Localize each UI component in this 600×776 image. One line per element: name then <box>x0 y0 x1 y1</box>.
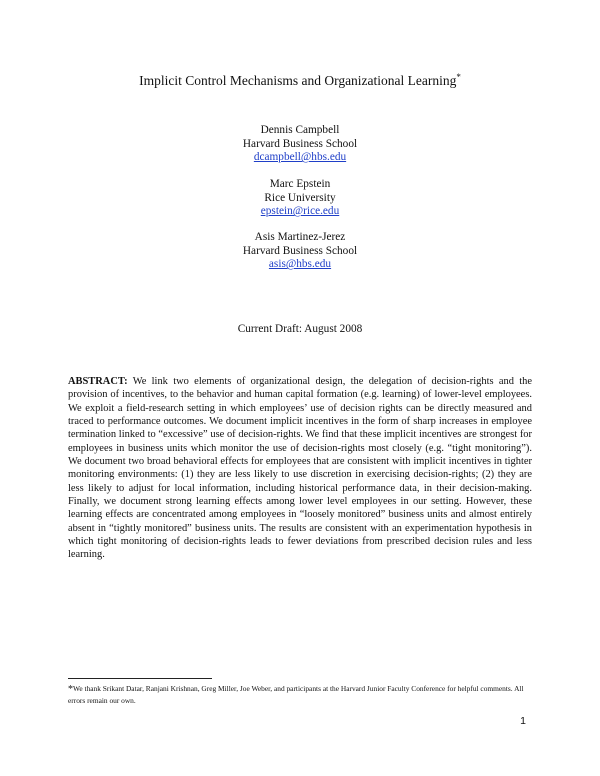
title-footnote-marker: * <box>456 72 461 82</box>
author-affiliation: Rice University <box>264 191 336 204</box>
footnote-marker: * <box>68 684 73 695</box>
author-affiliation: Harvard Business School <box>242 244 358 257</box>
abstract-text: We link two elements of organizational design, the delegation of decision-rights and the provision of incentives, to the behavior and human capital formation (e.g. learning) of lower-level employees. We exploit a field-research setting in which employees’ use of decision rights can be directly measured and traced to performance outcomes. We document implicit incentives in the form of sharp increases in employee termination linked to “excessive” use of decision-rights. We find that these implicit incentives are strongest for employees in business units which monitor the use of decision-rights most closely (e.g. “tight monitoring”). We document two broad behavioral effects for employees that are consistent with implicit incentives in tighter monitoring environments: (1) they are less likely to use discretion in exercising decision-rights; (2) they are less likely to adjust for local information, including historical performance data, in their decision-making. Finally, we document strong learning effects among lower level employees in our setting. However, these learning effects are concentrated among employees in “loosely monitored” business units and almost entirely absent in “tightly monitored” business units. The results are consistent with an experimentation hypothesis in which tight monitoring of decision-rights leads to fewer deviations from prescribed decision rules and less learning. <box>68 376 533 561</box>
author-affiliation: Harvard Business School <box>242 137 358 150</box>
abstract <box>68 375 532 562</box>
author-block-2 <box>0 178 600 219</box>
draft-date: Current Draft: August 2008 <box>237 323 363 335</box>
author-block-1 <box>0 124 600 165</box>
footnote <box>68 683 532 706</box>
author-name: Asis Martinez-Jerez <box>254 231 346 243</box>
paper-title <box>0 68 600 90</box>
footnote-text: We thank Srikant Datar, Ranjani Krishnan, Greg Miller, Joe Weber, and participants at the Harvard Junior Faculty Conference for helpful comments. All errors remain our own. <box>68 684 524 705</box>
paper-title-text: Implicit Control Mechanisms and Organizational Learning <box>139 73 457 88</box>
footnote-divider <box>68 678 212 679</box>
author-email-link[interactable]: dcampbell@hbs.edu <box>253 151 347 164</box>
author-block-3 <box>0 231 600 272</box>
author-email-link[interactable]: asis@hbs.edu <box>268 258 332 271</box>
author-name: Dennis Campbell <box>260 124 340 136</box>
author-name: Marc Epstein <box>269 178 331 190</box>
abstract-label: ABSTRACT: <box>68 376 128 387</box>
author-email-link[interactable]: epstein@rice.edu <box>260 205 340 218</box>
page-number: 1 <box>520 715 526 727</box>
